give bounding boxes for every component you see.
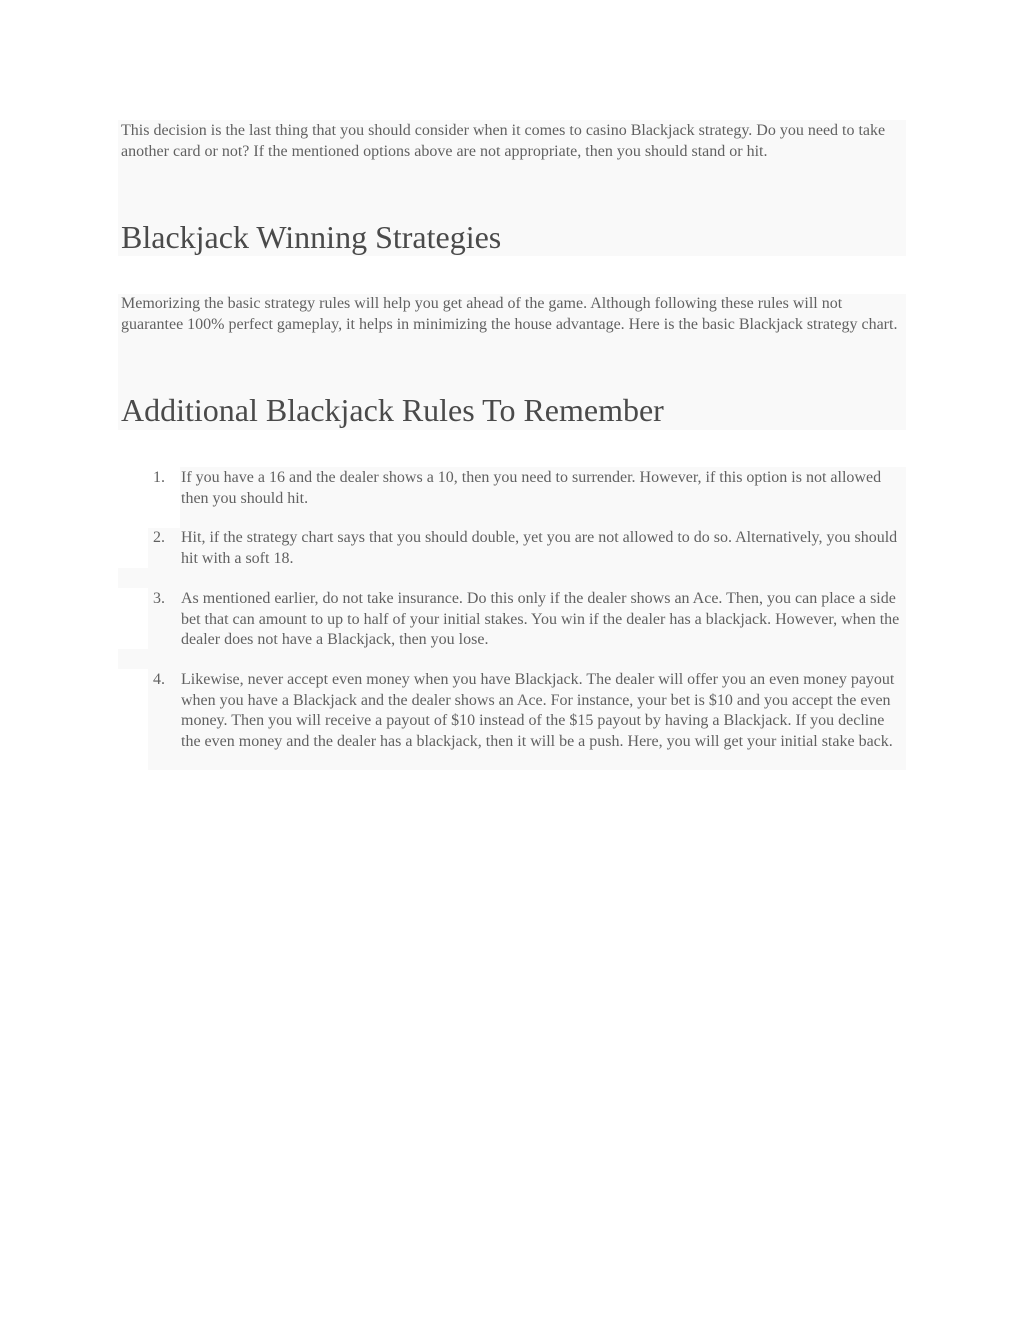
rule-3-gap-panel [118, 649, 148, 669]
list-item-text: Likewise, never accept even money when you have Blackjack. The dealer will offer you an even money payout when you have a Blackjack and the dealer shows an Ace. For instance, your bet is $10 and you accept the even money. Then you will receive a payout of $10 instead of the $15 payout by having a Blackjack. If you decline the even money and the dealer has a blackjack, then it will be a push. Here, you will get your initial stake back. [181, 671, 895, 750]
section-heading-winning-strategies: Blackjack Winning Strategies [121, 219, 502, 255]
list-item-number: 4. [153, 671, 165, 688]
strategy-paragraph: Memorizing the basic strategy rules will help you get ahead of the game. Although following these rules will not guarantee 100% perfect gameplay, it helps in minimizing the house advantage. Here is the basic Blackjack strategy chart. [121, 295, 898, 333]
list-item-number: 2. [153, 529, 165, 546]
rule-2-gap-panel [118, 568, 148, 588]
list-item [148, 468, 906, 509]
list-item-text: Hit, if the strategy chart says that you should double, yet you are not allowed to do so. Alternatively, you should hit with a soft 18. [181, 529, 898, 567]
list-item-number: 1. [153, 469, 165, 486]
list-item-text: As mentioned earlier, do not take insurance. Do this only if the dealer shows an Ace. Then, you can place a side bet that can amount to up to half of your initial stakes. You win if the dealer has a blackjack. However, when the dealer does not have a Blackjack, then you lose. [181, 590, 900, 648]
list-item [148, 670, 906, 772]
list-item-number: 3. [153, 590, 165, 607]
list-item [148, 589, 906, 651]
list-item [148, 528, 906, 569]
section-heading-additional-rules: Additional Blackjack Rules To Remember [121, 392, 664, 428]
list-item-text: If you have a 16 and the dealer shows a 10, then you need to surrender. However, if this option is not allowed then you should hit. [181, 469, 882, 507]
intro-paragraph: This decision is the last thing that you should consider when it comes to casino Blackjack strategy. Do you need to take another card or not? If the mentioned options above are not appropriate, then you should stand or hit. [121, 122, 886, 160]
